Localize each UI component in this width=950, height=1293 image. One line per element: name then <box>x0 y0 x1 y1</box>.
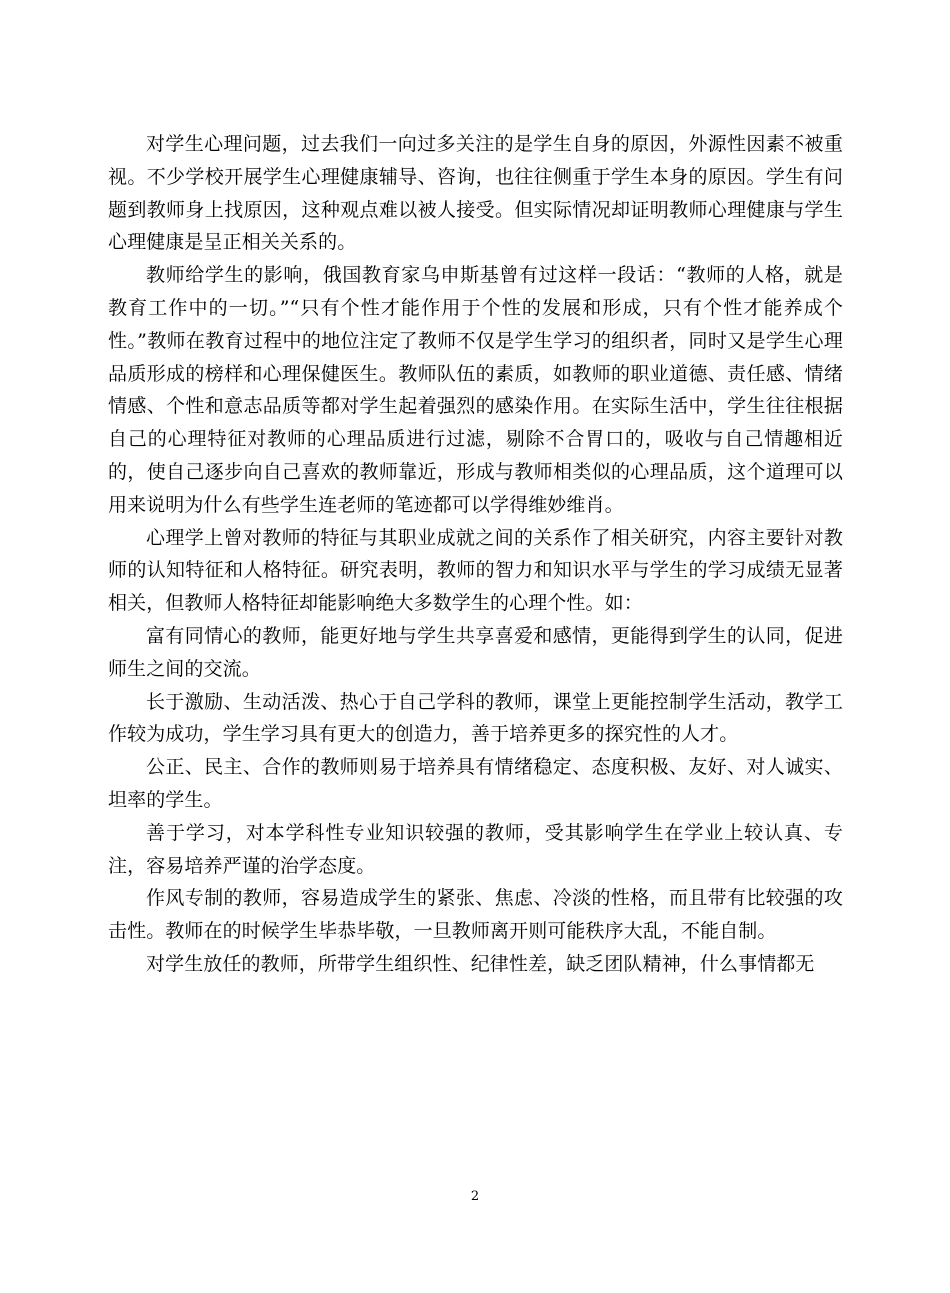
paragraph-2: 教师给学生的影响，俄国教育家乌申斯基曾有过这样一段话：“教师的人格，就是教育工作中的一切。”“只有个性才能作用于个性的发展和形成，只有个性才能养成个性。”教师在教育过程中的地位注定了教师不仅是学生学习的组织者，同时又是学生心理品质形成的榜样和心理保健医生。教师队伍的素质，如教师的职业道德、责任感、情绪情感、个性和意志品质等都对学生起着强烈的感染作用。在实际生活中，学生往往根据自己的心理特征对教师的心理品质进行过滤，剔除不合胃口的，吸收与自己情趣相近的，使自己逐步向自己喜欢的教师靠近，形成与教师相类似的心理品质，这个道理可以用来说明为什么有些学生连老师的笔迹都可以学得维妙维肖。 <box>108 264 843 516</box>
paragraph-8: 作风专制的教师，容易造成学生的紧张、焦虑、冷淡的性格，而且带有比较强的攻击性。教师在的时候学生毕恭毕敬，一旦教师离开则可能秩序大乱，不能自制。 <box>108 887 843 943</box>
paragraph-3: 心理学上曾对教师的特征与其职业成就之间的关系作了相关研究，内容主要针对教师的认知特征和人格特征。研究表明，教师的智力和知识水平与学生的学习成绩无显著相关，但教师人格特征却能影响绝大多数学生的心理个性。如： <box>108 526 843 615</box>
paragraph-7: 善于学习，对本学科性专业知识较强的教师，受其影响学生在学业上较认真、专注，容易培养严谨的治学态度。 <box>108 821 843 877</box>
paragraph-5: 长于激励、生动活泼、热心于自己学科的教师，课堂上更能控制学生活动，教学工作较为成功，学生学习具有更大的创造力，善于培养更多的探究性的人才。 <box>108 690 843 746</box>
paragraph-6: 公正、民主、合作的教师则易于培养具有情绪稳定、态度积极、友好、对人诚实、坦率的学生。 <box>108 756 843 811</box>
paragraph-4: 富有同情心的教师，能更好地与学生共享喜爱和感情，更能得到学生的认同，促进师生之间的交流。 <box>108 624 843 680</box>
page-number: 2 <box>470 1189 480 1204</box>
paragraph-1: 对学生心理问题，过去我们一向过多关注的是学生自身的原因，外源性因素不被重视。不少学校开展学生心理健康辅导、咨询，也往往侧重于学生本身的原因。学生有问题到教师身上找原因，这种观点难以被人接受。但实际情况却证明教师心理健康与学生心理健康是呈正相关关系的。 <box>108 133 843 254</box>
body-text <box>108 128 843 981</box>
paragraph-9: 对学生放任的教师，所带学生组织性、纪律性差，缺乏团队精神，什么事情都无 <box>146 952 815 975</box>
